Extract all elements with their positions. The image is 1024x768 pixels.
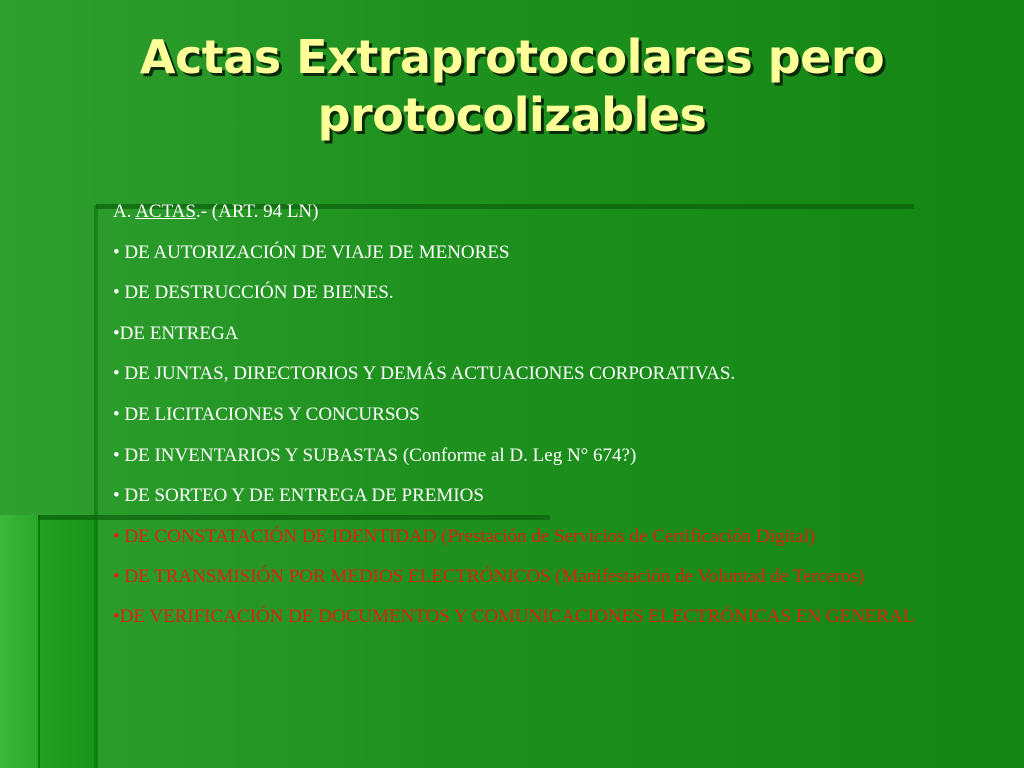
list-item: • DE INVENTARIOS Y SUBASTAS (Conforme al D. Leg N° 674?) <box>113 444 637 466</box>
list-item: •DE ENTREGA <box>113 322 239 344</box>
list-item: • DE JUNTAS, DIRECTORIOS Y DEMÁS ACTUACIONES CORPORATIVAS. <box>113 363 736 385</box>
heading-suffix: .- (ART. 94 LN) <box>195 201 319 222</box>
section-heading <box>113 198 963 225</box>
decorative-panel-left <box>0 515 38 768</box>
slide-content <box>113 198 963 643</box>
list-item: • DE SORTEO Y DE ENTREGA DE PREMIOS <box>113 485 484 507</box>
heading-prefix: A. <box>113 201 136 222</box>
list-item: • DE LICITACIONES Y CONCURSOS <box>113 403 420 425</box>
highlighted-item: •DE VERIFICACIÓN DE DOCUMENTOS Y COMUNICACIONES ELECTRÓNICAS EN GENERAL <box>113 605 915 627</box>
highlighted-item: • DE CONSTATACIÓN DE IDENTIDAD (Prestación de Servicios de Certificación Digital) <box>113 525 816 547</box>
slide-title <box>60 28 964 144</box>
title-line-1: Actas Extraprotocolares pero <box>139 30 885 84</box>
title-line-2: protocolizables <box>317 88 707 142</box>
heading-underlined: ACTAS <box>135 201 196 222</box>
list-item: • DE AUTORIZACIÓN DE VIAJE DE MENORES <box>113 241 510 263</box>
decorative-vertical-line <box>94 205 98 768</box>
decorative-panel <box>38 515 98 768</box>
highlighted-item: • DE TRANSMISIÓN POR MEDIOS ELECTRÓNICOS (Manifestación de Voluntad de Terceros) <box>113 565 865 587</box>
list-item: • DE DESTRUCCIÓN DE BIENES. <box>113 282 394 304</box>
